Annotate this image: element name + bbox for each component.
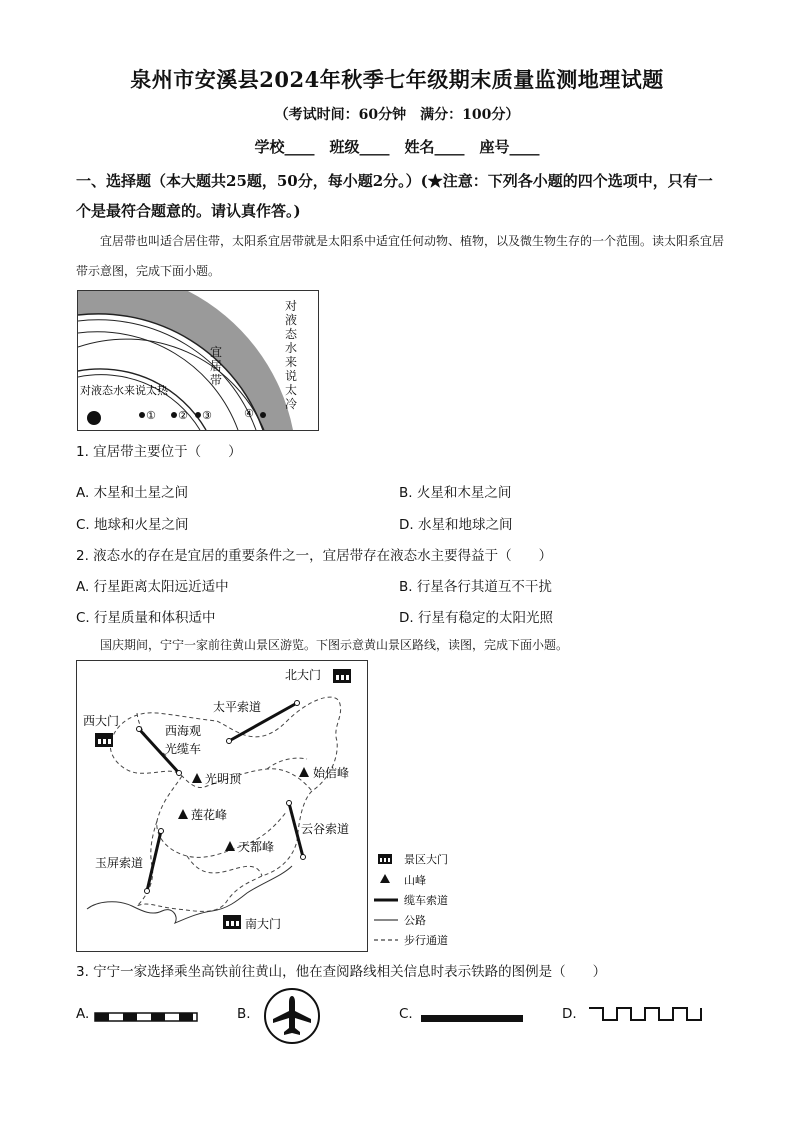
question-1-stem: 1. 宜居带主要位于（ ） <box>76 444 242 460</box>
q2-option-d[interactable]: D. 行星有稳定的太阳光照 <box>399 610 553 626</box>
south-gate-icon <box>223 915 241 929</box>
q1-option-b[interactable]: B. 火星和木星之间 <box>399 485 512 501</box>
passage-huangshan: 国庆期间，宁宁一家前往黄山景区游览。下图示意黄山景区路线，读图，完成下面小题。 <box>100 638 569 652</box>
planet-label-2: ② <box>178 409 188 422</box>
tiandufeng-peak-icon <box>225 841 235 851</box>
habitable-zone-figure <box>77 290 319 431</box>
yuping-cableway <box>147 831 161 891</box>
q2-option-b[interactable]: B. 行星各行其道互不干扰 <box>399 579 552 595</box>
west-gate-icon <box>95 733 113 747</box>
planet-2-icon <box>171 412 177 418</box>
huangshan-route-map <box>77 661 367 951</box>
planet-label-3: ③ <box>202 409 212 422</box>
yungu-cableway-label: 云谷索道 <box>301 822 350 836</box>
cold-zone-label: 对液态水来说太冷 <box>285 299 298 411</box>
planet-label-1: ① <box>146 409 156 422</box>
hot-zone-label: 对液态水来说太热 <box>80 384 168 397</box>
legend-peak-icon <box>380 874 390 883</box>
legend-peak-label: 山峰 <box>404 874 426 887</box>
north-gate-icon <box>333 669 351 683</box>
question-2-stem: 2. 液态水的存在是宜居的重要条件之一，宜居带存在液态水主要得益于（ ） <box>76 548 553 564</box>
wall-symbol-d-icon[interactable] <box>589 1004 707 1028</box>
north-gate-label: 北大门 <box>285 668 322 682</box>
huangshan-map <box>76 660 368 952</box>
habitable-zone-label: 宜居带 <box>210 345 223 387</box>
lianhuafeng-label: 莲花峰 <box>191 808 228 822</box>
page-title: 泉州市安溪县2024年秋季七年级期末质量监测地理试题 <box>130 67 664 92</box>
west-gate-label: 西大门 <box>83 714 120 728</box>
yuping-cableway-label: 玉屏索道 <box>95 856 144 870</box>
habitable-zone-diagram <box>78 291 318 430</box>
map-legend <box>374 850 494 950</box>
xihai-label-line1: 西海观 <box>165 724 202 738</box>
lianhuafeng-peak-icon <box>178 809 188 819</box>
q3-option-d-label[interactable]: D. <box>562 1006 577 1022</box>
sun-icon <box>87 411 101 425</box>
q2-option-c[interactable]: C. 行星质量和体积适中 <box>76 610 216 626</box>
q1-option-c[interactable]: C. 地球和火星之间 <box>76 517 189 533</box>
railway-symbol-a-icon[interactable] <box>94 1008 198 1027</box>
planet-3-icon <box>195 412 201 418</box>
legend-walkway-label: 步行通道 <box>404 934 448 947</box>
section-heading: 一、选择题（本大题共25题，50分，每小题2分。）(★注意：下列各小题的四个选项中，只有一个是最符合题意的。请认真作答。) <box>76 172 713 220</box>
south-gate-label: 南大门 <box>245 917 282 931</box>
planet-4-icon <box>260 412 266 418</box>
guangmingding-label: 光明顶 <box>205 772 242 786</box>
q1-option-d[interactable]: D. 水星和地球之间 <box>399 517 513 533</box>
q3-option-b-label[interactable]: B. <box>237 1006 251 1022</box>
student-fields: 学校____ 班级____ 姓名____ 座号____ <box>254 138 540 156</box>
passage-habitable-zone: 宜居带也叫适合居住带，太阳系宜居带就是太阳系中适宜任何动物、植物，以及微生物生存的一个范围。读太阳系宜居带示意图，完成下面小题。 <box>76 234 725 278</box>
legend-gate-icon <box>378 854 392 864</box>
planet-1-icon <box>139 412 145 418</box>
guangmingding-peak-icon <box>192 773 202 783</box>
q2-option-a[interactable]: A. 行星距离太阳远近适中 <box>76 579 229 595</box>
tiandufeng-label: 天都峰 <box>238 840 275 854</box>
planet-label-4: ④ <box>244 407 254 420</box>
exam-info: （考试时间：60分钟 满分：100分） <box>274 107 520 123</box>
shixinfeng-label: 始信峰 <box>313 766 350 780</box>
thick-line-symbol-c-icon[interactable] <box>421 1009 525 1028</box>
shixinfeng-peak-icon <box>299 767 309 777</box>
legend-cableway-label: 缆车索道 <box>404 894 448 907</box>
legend-gate-label: 景区大门 <box>404 853 448 866</box>
question-3-stem: 3. 宁宁一家选择乘坐高铁前往黄山，他在查阅路线相关信息时表示铁路的图例是（ ） <box>76 964 607 980</box>
legend-road-label: 公路 <box>404 914 426 927</box>
q1-option-a[interactable]: A. 木星和土星之间 <box>76 485 189 501</box>
walking-paths <box>110 697 340 911</box>
xihai-label-line2: 光缆车 <box>165 742 202 756</box>
q3-option-c-label[interactable]: C. <box>399 1006 413 1022</box>
taiping-cableway-label: 太平索道 <box>213 700 262 714</box>
airport-symbol-b-icon[interactable] <box>263 987 321 1049</box>
q3-option-a-label[interactable]: A. <box>76 1006 90 1022</box>
